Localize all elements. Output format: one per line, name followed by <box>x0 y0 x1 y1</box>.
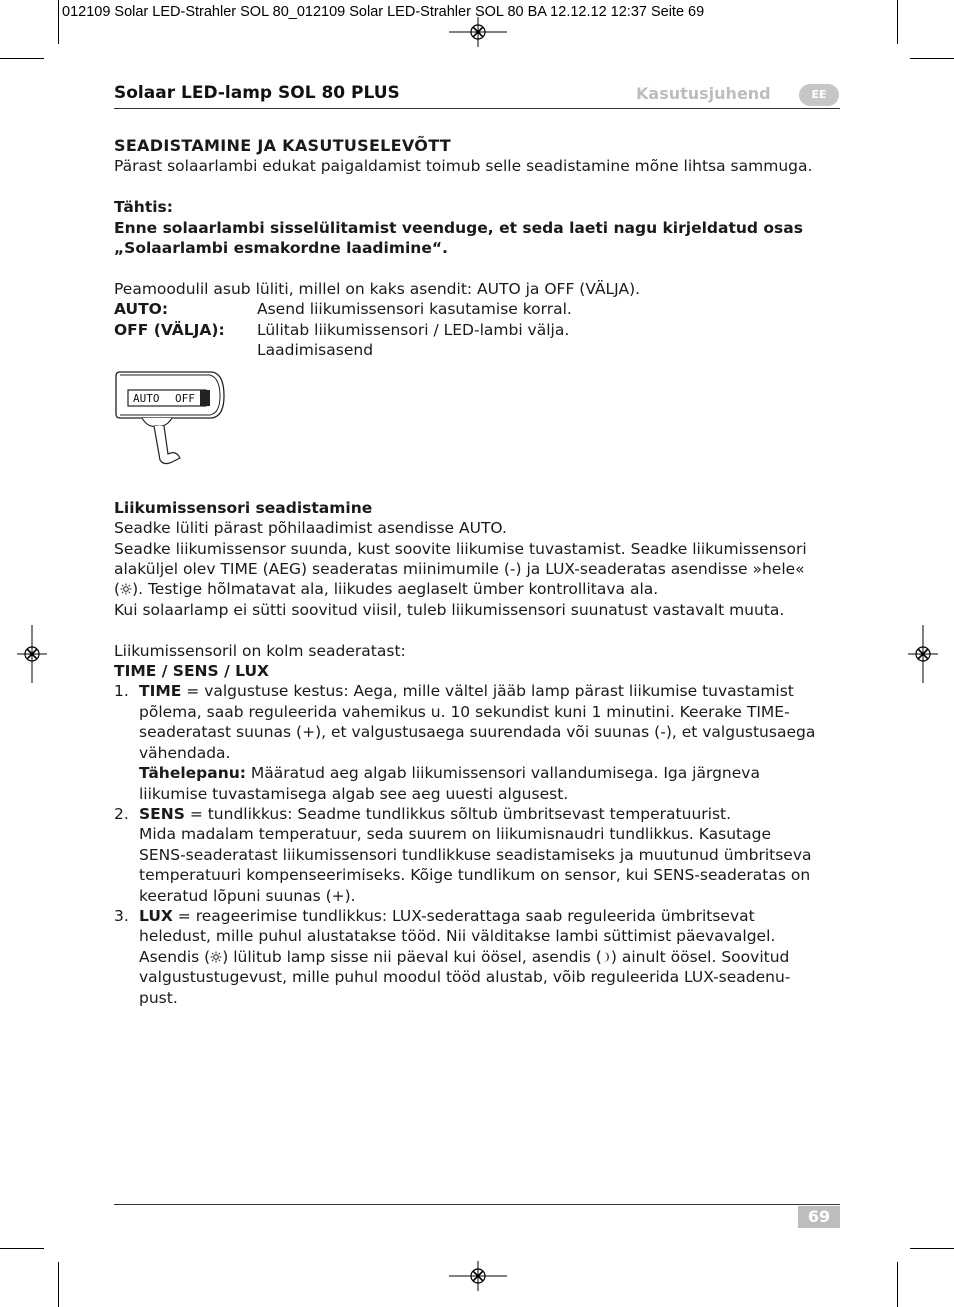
motion-heading: Liikumissensori seadistamine <box>114 498 373 517</box>
crop-mark <box>58 0 59 44</box>
page-number: 69 <box>798 1206 840 1228</box>
list-number: 2. <box>114 804 129 823</box>
paragraph-line: Seadke lüliti pärast põhilaadimist asendisse AUTO. <box>114 519 507 538</box>
header-divider <box>114 108 840 109</box>
definition-off <box>114 320 840 340</box>
crop-mark <box>897 0 898 44</box>
definition-off-extra <box>114 340 840 360</box>
list-item: 3. LUX = reageerimise tundlikkus: LUX-sederattaga saab reguleerida ümbritsevat heledust, mille puhul alustatakse tööd. Nii välditakse lambi süttimist päevavalgel. Asendis ( ) lülitub lamp sisse nii päeval kui öösel, asendis ( ) ainult öösel. Soovitud valgustustugevust, mille puhul moodul tööd alustab, võib reguleerida LUX-seadenu- pust. <box>114 906 791 1007</box>
sun-icon <box>120 583 132 595</box>
crop-mark <box>910 58 954 59</box>
wheels-intro: Liikumissensoril on kolm seaderatast: <box>114 641 406 660</box>
registration-mark-icon <box>449 17 507 47</box>
paragraph-line: ( ). Testige hõlmatavat ala, liikudes aeglaselt ümber kontrollitava ala. <box>114 580 659 599</box>
definition-desc: Laadimisasend <box>257 341 374 360</box>
definition-desc: Lülitab liikumissensori / LED-lambi välja. <box>257 320 570 339</box>
page-title: Solaar LED-lamp SOL 80 PLUS <box>114 83 400 103</box>
switch-label-auto: AUTO <box>133 392 160 406</box>
crop-mark <box>0 58 44 59</box>
footer-divider <box>114 1204 840 1205</box>
important-text: „Solaarlambi esmakordne laadimine“. <box>114 239 448 258</box>
note-label: Tähelepanu: <box>139 764 246 783</box>
section-heading: SEADISTAMINE JA KASUTUSELEVÕTT <box>114 136 451 155</box>
paragraph-line: Seadke liikumissensor suunda, kust soovite liikumise tuvastamist. Seadke liikumissensori <box>114 539 807 558</box>
paragraph-line: alaküljel olev TIME (AEG) seaderatas miinimumile (-) ja LUX-seaderatas asendisse »hele« <box>114 560 805 579</box>
list-item: 2. SENS = tundlikkus: Seadme tundlikkus sõltub ümbritsevast temperatuurist. Mida madalam temperatuur, seda suurem on liikumisnaudri tundlikkus. Kasutage SENS-seaderatast liikumissensori tundlikkuse seadistamiseks ja muutunud ümbritseva temperatuuri kompenseerimiseks. Kõige tundlikum on sensor, kui SENS-seaderatas on keeratud lõpuni suunas (+). <box>114 804 812 905</box>
crop-mark <box>0 1248 44 1249</box>
crop-mark <box>910 1248 954 1249</box>
registration-mark-icon <box>449 1261 507 1291</box>
sun-icon <box>210 951 222 963</box>
switch-intro: Peamoodulil asub lüliti, millel on kaks asendit: AUTO ja OFF (VÄLJA). <box>114 279 641 298</box>
registration-mark-icon <box>908 625 938 683</box>
intro-text: Pärast solaarlambi edukat paigaldamist toimub selle seadistamine mõne lihtsa sammuga. <box>114 157 813 176</box>
list-number: 3. <box>114 906 129 925</box>
moon-icon <box>602 951 611 963</box>
list-term: LUX <box>139 906 173 925</box>
switch-illustration <box>114 370 226 466</box>
definition-term: AUTO: <box>114 300 169 319</box>
section-label: Kasutusjuhend <box>636 84 771 103</box>
language-badge: EE <box>799 84 839 106</box>
crop-mark <box>58 1262 59 1307</box>
switch-label-off: OFF <box>175 392 195 406</box>
important-text: Enne solaarlambi sisselülitamist veenduge, et seda laeti nagu kirjeldatud osas <box>114 218 803 237</box>
list-term: SENS <box>139 804 185 823</box>
paragraph-line: Kui solaarlamp ei sütti soovitud viisil, tuleb liikumissensori suunatust vastavalt muuta. <box>114 600 785 619</box>
list-term: TIME <box>139 682 182 701</box>
definition-auto <box>114 299 840 319</box>
wheels-heading: TIME / SENS / LUX <box>114 662 270 681</box>
important-label: Tähtis: <box>114 198 173 217</box>
registration-mark-icon <box>17 625 47 683</box>
definition-term: OFF (VÄLJA): <box>114 320 225 339</box>
list-item: 1. TIME = valgustuse kestus: Aega, mille vältel jääb lamp pärast liikumise tuvastamist põlema, saab reguleerida vahemikus u. 10 sekundist kuni 1 minutini. Keerake TIME- seaderatast suunas (+), et valgustusaega suurendada või suunas (-), et valgustusaega vähendada. Tähelepanu: Määratud aeg algab liikumissensori vallandumisega. Iga järgneva liikumise tuvastamisega algab see aeg uuesti algusest. <box>114 682 816 803</box>
list-number: 1. <box>114 682 129 701</box>
definition-desc: Asend liikumissensori kasutamise korral. <box>257 300 572 319</box>
print-info: 012109 Solar LED-Strahler SOL 80_012109 Solar LED-Strahler SOL 80 BA 12.12.12 12:37 Seite 69 <box>62 4 705 20</box>
crop-mark <box>897 1262 898 1307</box>
main-content <box>114 136 840 1008</box>
